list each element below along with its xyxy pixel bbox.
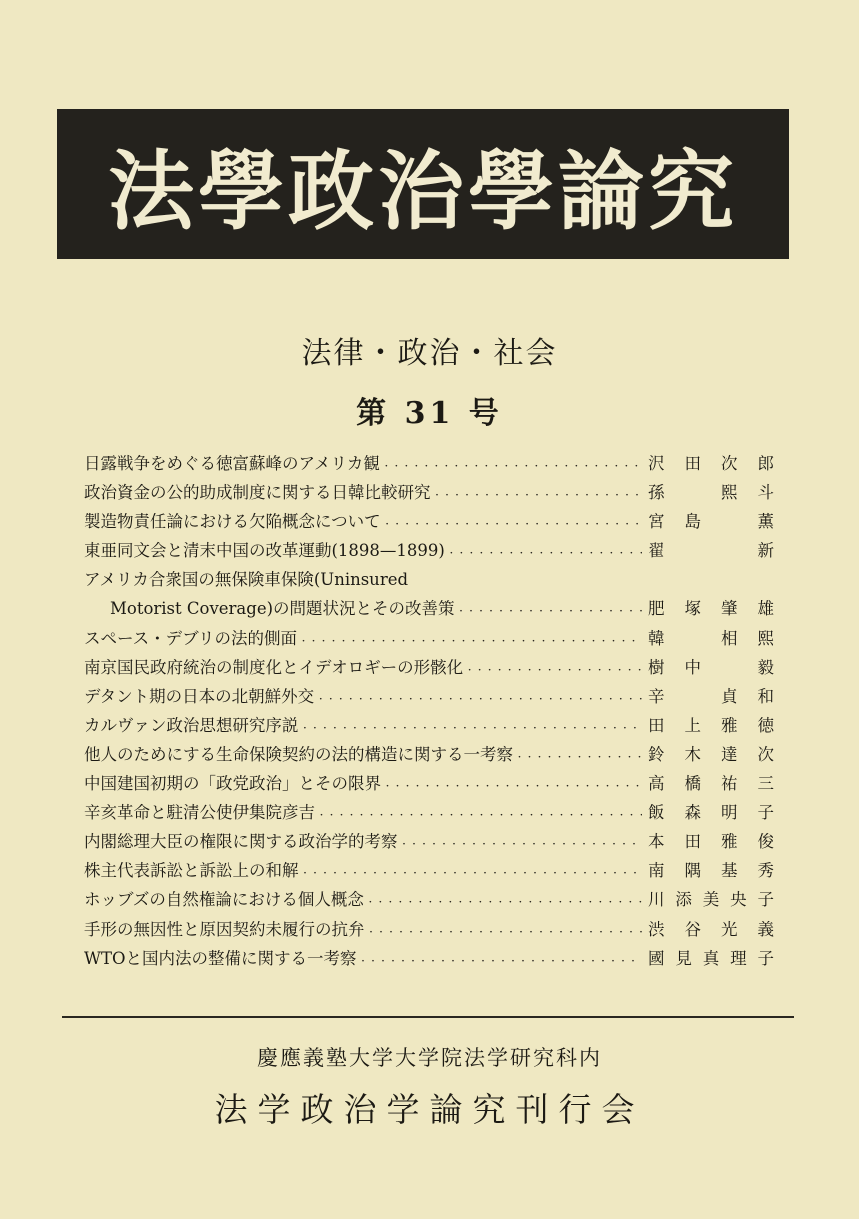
article-title: 日露戦争をめぐる徳富蘇峰のアメリカ観 — [84, 454, 380, 473]
article-title: 手形の無因性と原因契約未履行の抗弁 — [84, 919, 365, 939]
article-author: 樹中 毅 — [648, 657, 774, 677]
article-title: 他人のためにする生命保険契約の法的構造に関する一考察 — [84, 744, 513, 764]
toc-entry — [84, 915, 774, 944]
article-author: 飯森明子 — [648, 803, 774, 823]
article-title: 製造物責任論における欠陥概念について — [84, 512, 381, 532]
article-title: 内閣総理大臣の権限に関する政治学的考察 — [84, 832, 398, 852]
toc-entry — [84, 449, 774, 478]
article-author: 田上雅徳 — [648, 715, 774, 735]
toc-entry — [84, 711, 774, 740]
article-title: デタント期の日本の北朝鮮外交 — [84, 686, 315, 706]
article-author: 肥塚肇雄 — [648, 599, 774, 619]
toc-entry — [84, 827, 774, 856]
article-author: 本田雅俊 — [648, 832, 774, 852]
article-author: 宮島 薫 — [648, 512, 774, 532]
article-title: ホッブズの自然権論における個人概念 — [84, 890, 364, 910]
article-title: 東亜同文会と清末中国の改革運動(1898—1899) — [84, 541, 445, 561]
article-author: 川添美央子 — [648, 890, 774, 910]
toc-entry — [84, 624, 774, 653]
toc-entry-continuation — [84, 594, 774, 623]
toc-entry — [84, 769, 774, 798]
toc-entry — [84, 798, 774, 827]
article-author: 鈴木達次 — [648, 744, 774, 764]
toc-entry — [84, 536, 774, 565]
title-band — [57, 109, 789, 259]
article-author: 韓 相熙 — [648, 628, 774, 648]
toc-entry — [84, 944, 774, 973]
toc-entry — [84, 478, 774, 507]
article-title: アメリカ合衆国の無保険車保険(Uninsured — [84, 570, 409, 590]
article-title: 中国建国初期の「政党政治」とその限界 — [84, 774, 381, 794]
article-title: カルヴァン政治思想研究序説 — [84, 715, 299, 735]
article-author: 沢田次郎 — [648, 454, 774, 473]
toc-entry — [84, 565, 774, 594]
publisher-name: 法学政治学論究刊行会 — [214, 1090, 645, 1129]
leader-dots — [447, 536, 642, 569]
article-author: 渋谷光義 — [648, 919, 774, 939]
toc-entry — [84, 653, 774, 682]
article-title: WTOと国内法の整備に関する一考察 — [84, 948, 357, 968]
article-title: Motorist Coverage)の問題状況とその改善策 — [110, 599, 455, 619]
article-title: 南京国民政府統治の制度化とイデオロギーの形骸化 — [84, 657, 464, 677]
article-author: 孫 熙斗 — [648, 483, 774, 503]
journal-title: 法學政治學論究 — [108, 141, 738, 242]
table-of-contents — [84, 449, 774, 973]
toc-entry — [84, 507, 774, 536]
article-title: 政治資金の公的助成制度に関する日韓比較研究 — [84, 483, 431, 503]
article-author: 高橋祐三 — [648, 774, 774, 794]
article-author: 辛 貞和 — [648, 686, 774, 706]
article-author: 翟 新 — [648, 541, 774, 561]
journal-subtitle: 法律・政治・社会 — [301, 336, 558, 371]
article-author: 國見真理子 — [648, 948, 774, 968]
horizontal-rule — [62, 1016, 794, 1018]
publisher-affiliation: 慶應義塾大学大学院法学研究科内 — [257, 1046, 602, 1070]
article-title: 株主代表訴訟と訴訟上の和解 — [84, 861, 299, 881]
toc-entry — [84, 856, 774, 885]
toc-entry — [84, 885, 774, 914]
toc-entry — [84, 740, 774, 769]
toc-entry — [84, 682, 774, 711]
article-author: 南隅基秀 — [648, 861, 774, 881]
article-title: スペース・デブリの法的側面 — [84, 628, 298, 648]
issue-number: 第 31 号 — [356, 396, 503, 431]
article-title: 辛亥革命と駐清公使伊集院彦吉 — [84, 803, 315, 823]
leader-dots — [359, 944, 643, 977]
